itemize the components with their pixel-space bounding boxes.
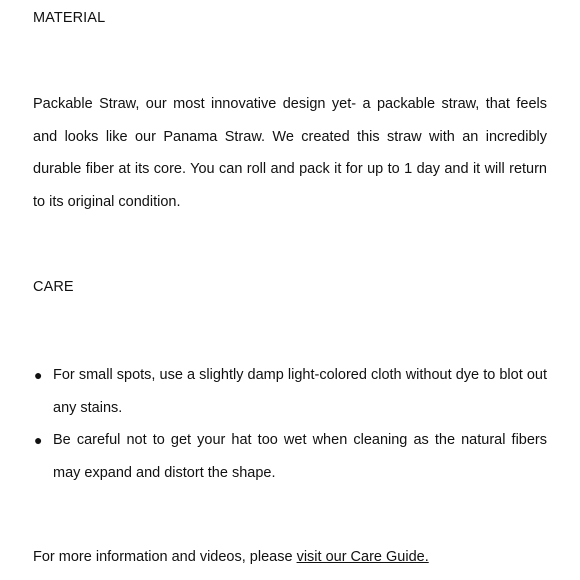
care-instructions-list [33,359,547,489]
bullet-icon: ● [34,432,43,448]
material-heading: MATERIAL [33,10,106,26]
care-heading: CARE [33,279,74,295]
material-description: Packable Straw, our most innovative design yet- a packable straw, that feels and looks like our Panama Straw. We created this straw with an incredibly durable fiber at its core. You can roll and pack it for up to 1 day and it will return to its original condition. [33,96,547,210]
care-instruction-item [33,359,547,424]
care-instruction-item [33,424,547,489]
care-instruction-text: For small spots, use a slightly damp light-colored cloth without dye to blot out any stains. [53,367,547,416]
footer-text: For more information and videos, please [33,549,297,565]
care-guide-footer [33,547,429,567]
care-guide-link[interactable]: visit our Care Guide. [296,549,429,565]
bullet-icon: ● [34,367,43,383]
care-instruction-text: Be careful not to get your hat too wet when cleaning as the natural fibers may expand and distort the shape. [53,432,547,481]
